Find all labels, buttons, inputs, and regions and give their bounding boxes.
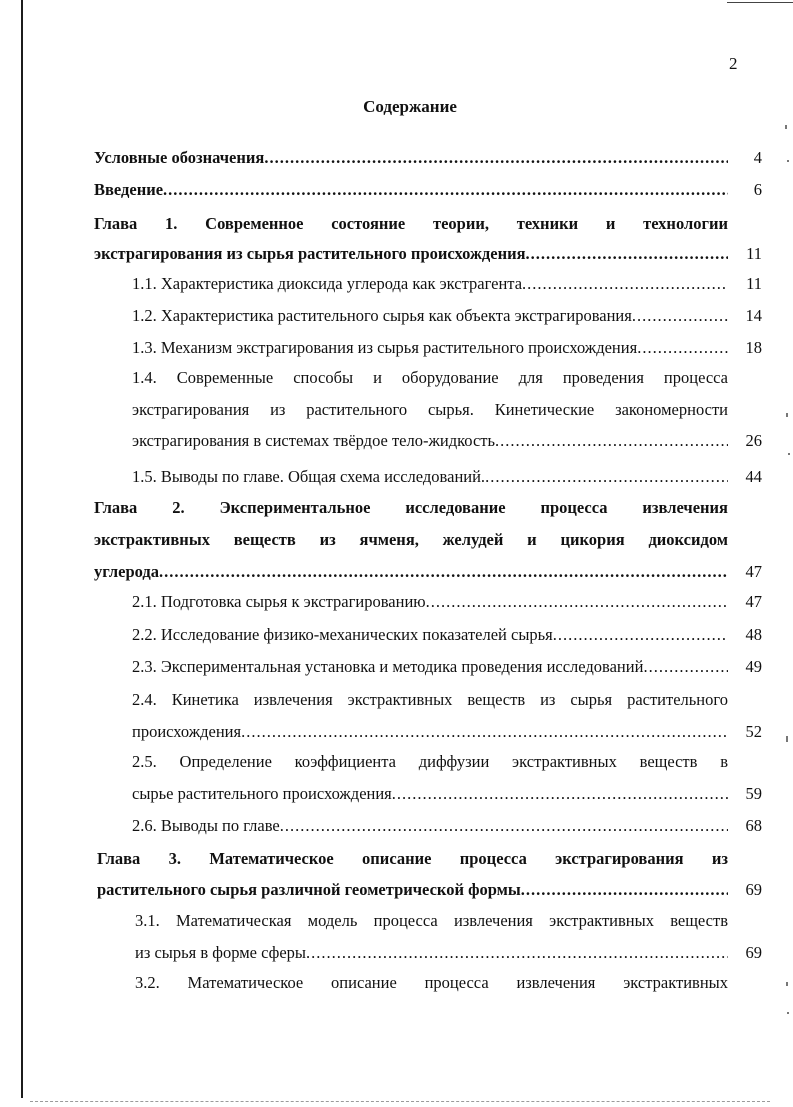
toc-page-number: 49 xyxy=(745,657,762,676)
toc-section-entry xyxy=(132,690,728,754)
scan-speck xyxy=(786,736,788,742)
toc-entry-line xyxy=(132,306,728,336)
toc-section-entry xyxy=(132,467,728,497)
toc-page-number: 26 xyxy=(745,431,762,450)
toc-dot-leader xyxy=(522,274,728,294)
toc-section-entry xyxy=(132,657,728,687)
toc-entry-text: 2.3. Экспериментальная установка и методика проведения исследований xyxy=(132,657,644,676)
toc-chapter-entry xyxy=(94,180,728,210)
toc-entry-line: 2.4. Кинетика извлечения экстрактивных веществ из сырья растительного xyxy=(132,690,728,709)
toc-entry-line: Глава 2. Экспериментальное исследование процесса извлечения xyxy=(94,498,728,517)
toc-entry-line xyxy=(132,592,728,622)
toc-page-number: 14 xyxy=(745,306,762,325)
toc-entry-line: экстрагирования из растительного сырья. Кинетические закономерности xyxy=(132,399,728,419)
toc-page-number: 11 xyxy=(746,274,762,293)
toc-entry-line xyxy=(94,180,728,210)
toc-entry-line xyxy=(94,562,728,594)
toc-entry-text: происхождения xyxy=(132,722,242,741)
toc-entry-line xyxy=(94,148,728,178)
toc-dot-leader xyxy=(643,657,728,677)
toc-dot-leader xyxy=(264,148,728,168)
toc-entry-line xyxy=(132,816,728,846)
toc-dot-leader xyxy=(159,562,728,582)
toc-entry-text: растительного сырья различной геометрической формы xyxy=(97,880,521,899)
toc-entry-text: из сырья в форме сферы xyxy=(135,943,306,962)
toc-dot-leader xyxy=(306,943,728,963)
toc-entry-text: 1.5. Выводы по главе. Общая схема исследований. xyxy=(132,467,486,486)
toc-entry-text: сырье растительного происхождения xyxy=(132,784,392,803)
toc-page-number: 4 xyxy=(753,148,762,167)
toc-entry-line xyxy=(132,431,728,463)
toc-entry-text: 1.2. Характеристика растительного сырья как объекта экстрагирования xyxy=(132,306,632,325)
toc-entry-text: 2.6. Выводы по главе xyxy=(132,816,280,835)
toc-chapter-entry xyxy=(94,498,728,594)
toc-page-number: 52 xyxy=(745,722,762,741)
toc-dot-leader xyxy=(485,467,728,487)
toc-section-entry xyxy=(132,306,728,336)
toc-dot-leader xyxy=(526,244,728,264)
scan-left-edge xyxy=(21,0,23,1098)
toc-entry-line xyxy=(132,467,728,497)
toc-entry-text: Введение xyxy=(94,180,164,199)
page-number: 2 xyxy=(729,54,738,73)
toc-dot-leader xyxy=(392,784,728,804)
toc-dot-leader xyxy=(521,880,728,900)
scan-bottom-edge xyxy=(30,1101,770,1102)
toc-entry-line xyxy=(132,274,728,304)
toc-page-number: 68 xyxy=(745,816,762,835)
toc-entry-line xyxy=(132,722,728,754)
toc-entry-line: Глава 3. Математическое описание процесса экстрагирования из xyxy=(97,849,728,868)
toc-page-number: 18 xyxy=(745,338,762,357)
toc-entry-line xyxy=(135,943,728,975)
toc-section-entry xyxy=(132,816,728,846)
toc-entry-line xyxy=(132,338,728,368)
toc-dot-leader xyxy=(632,306,728,326)
toc-dot-leader xyxy=(495,431,728,451)
toc-page-number: 44 xyxy=(745,467,762,486)
toc-section-entry xyxy=(132,592,728,622)
toc-dot-leader xyxy=(426,592,728,612)
toc-chapter-entry xyxy=(97,849,728,911)
toc-entry-text: 2.1. Подготовка сырья к экстрагированию xyxy=(132,592,426,611)
toc-dot-leader xyxy=(553,625,728,645)
toc-page-number: 48 xyxy=(745,625,762,644)
toc-entry-line: экстрактивных веществ из ячменя, желудей и цикория диоксидом xyxy=(94,530,728,549)
toc-entry-line: Глава 1. Современное состояние теории, техники и технологии xyxy=(94,214,728,233)
toc-section-entry xyxy=(132,752,728,816)
toc-entry-line: 1.4. Современные способы и оборудование для проведения процесса xyxy=(132,368,728,387)
scan-speck xyxy=(787,160,789,162)
scan-speck xyxy=(785,125,787,129)
scan-speck xyxy=(788,453,790,455)
toc-entry-text: 1.1. Характеристика диоксида углерода как экстрагента xyxy=(132,274,523,293)
toc-entry-text: экстрагирования в системах твёрдое тело-жидкость xyxy=(132,431,496,450)
toc-page-number: 69 xyxy=(745,880,762,899)
toc-page-number: 47 xyxy=(745,562,762,581)
toc-section-entry xyxy=(135,911,728,975)
toc-section-entry xyxy=(135,973,728,1003)
toc-page-number: 11 xyxy=(746,244,762,263)
scan-speck xyxy=(786,413,788,417)
toc-chapter-entry xyxy=(94,214,728,274)
toc-entry-line xyxy=(132,784,728,816)
toc-entry-line xyxy=(132,625,728,655)
toc-dot-leader xyxy=(241,722,728,742)
toc-section-entry xyxy=(132,368,728,463)
scan-speck xyxy=(786,982,788,986)
toc-entry-text: 1.3. Механизм экстрагирования из сырья растительного происхождения xyxy=(132,338,638,357)
toc-section-entry xyxy=(132,625,728,655)
toc-entry-line: 3.1. Математическая модель процесса извлечения экстрактивных веществ xyxy=(135,911,728,930)
toc-entry-text: 2.2. Исследование физико-механических показателей сырья xyxy=(132,625,553,644)
toc-entry-line: 2.5. Определение коэффициента диффузии экстрактивных веществ в xyxy=(132,752,728,771)
toc-dot-leader xyxy=(280,816,728,836)
toc-page-number: 69 xyxy=(745,943,762,962)
toc-section-entry xyxy=(132,274,728,304)
toc-chapter-entry xyxy=(94,148,728,178)
toc-entry-line xyxy=(97,880,728,911)
toc-entry-line xyxy=(94,244,728,274)
toc-entry-text: экстрагирования из сырья растительного происхождения xyxy=(94,244,526,263)
toc-page-number: 6 xyxy=(753,180,762,199)
toc-page-number: 59 xyxy=(745,784,762,803)
scan-top-edge xyxy=(727,2,793,3)
toc-entry-text: углерода xyxy=(94,562,160,581)
toc-page-number: 47 xyxy=(745,592,762,611)
toc-entry-line: 3.2. Математическое описание процесса извлечения экстрактивных xyxy=(135,973,728,992)
toc-dot-leader xyxy=(163,180,728,200)
toc-dot-leader xyxy=(637,338,728,358)
toc-title: Содержание xyxy=(363,97,457,116)
toc-entry-text: Условные обозначения xyxy=(94,148,265,167)
toc-entry-line xyxy=(132,657,728,687)
scan-speck xyxy=(787,1012,789,1014)
toc-section-entry xyxy=(132,338,728,368)
